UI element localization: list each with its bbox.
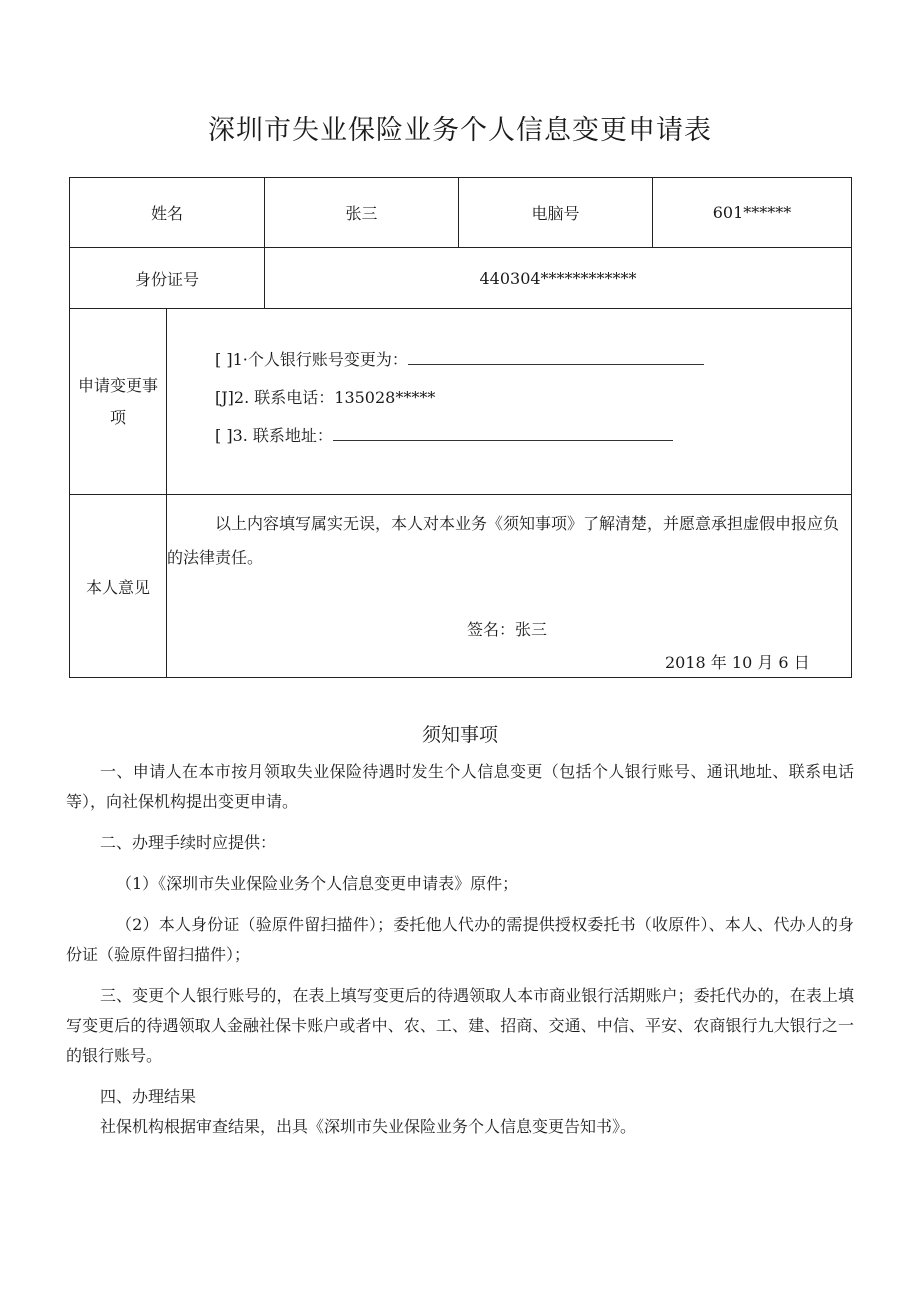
opinion-row xyxy=(70,495,852,678)
bank-account-blank xyxy=(408,350,704,365)
opinion-label: 本人意见 xyxy=(70,495,167,678)
change-items-label: 申请变更事项 xyxy=(70,309,167,495)
item-text-3: 3. 联系地址： xyxy=(232,426,333,445)
sign-date: 2018 年 10 月 6 日 xyxy=(665,653,810,672)
notes-paragraph-7: 社保机构根据审查结果，出具《深圳市失业保险业务个人信息变更告知书》。 xyxy=(100,1117,637,1136)
notes-paragraph-5: 三、变更个人银行账号的，在表上填写变更后的待遇领取人本市商业银行活期账户；委托代办的，在表上填写变更后的待遇领取人金融社保卡账户或者中、农、工、建、招商、交通、中信、平安、农商银行九大银行之一的银行账号。 xyxy=(66,986,854,1065)
id-value: 440304************ xyxy=(265,248,852,309)
item-checkbox-3[interactable]: [ ] xyxy=(215,426,233,445)
notes-paragraph-4: （2）本人身份证（验原件留扫描件）；委托他人代办的需提供授权委托书（收原件）、本人、代办人的身份证（验原件留扫描件）； xyxy=(66,915,854,964)
notes-heading: 须知事项 xyxy=(421,724,498,746)
computer-no-value: 601****** xyxy=(653,178,852,248)
computer-no-label: 电脑号 xyxy=(459,178,653,248)
opinion-cell xyxy=(167,495,852,678)
item-checkbox-1[interactable]: [ ] xyxy=(215,350,233,369)
application-form-table xyxy=(69,177,852,678)
notes-paragraph-1: 一、申请人在本市按月领取失业保险待遇时发生个人信息变更（包括个人银行账号、通讯地址、联系电话等），向社保机构提出变更申请。 xyxy=(66,762,854,811)
change-items-cell xyxy=(167,309,852,495)
name-label: 姓名 xyxy=(70,178,265,248)
item-checkbox-2[interactable]: [J] xyxy=(215,388,234,407)
document-title: 深圳市失业保险业务个人信息变更申请表 xyxy=(208,115,712,146)
notes-body xyxy=(66,757,854,1142)
declaration-text: 以上内容填写属实无误，本人对本业务《须知事项》了解清楚，并愿意承担虚假申报应负的法律责任。 xyxy=(167,514,840,567)
address-blank xyxy=(333,426,673,441)
change-item-address xyxy=(215,423,673,446)
notes-paragraph-2: 二、办理手续时应提供： xyxy=(100,833,277,852)
change-items-row xyxy=(70,309,852,495)
notes-paragraph-6: 四、办理结果 xyxy=(100,1087,197,1106)
id-label: 身份证号 xyxy=(70,248,265,309)
name-row xyxy=(70,178,852,248)
item-text-2: 2. 联系电话：135028***** xyxy=(233,388,436,407)
name-value: 张三 xyxy=(265,178,459,248)
item-text-1: 1·个人银行账号变更为： xyxy=(232,350,408,369)
notes-paragraph-3: （1）《深圳市失业保险业务个人信息变更申请表》原件； xyxy=(116,874,519,893)
change-item-phone xyxy=(215,385,435,408)
id-row xyxy=(70,248,852,309)
signature: 签名：张三 xyxy=(467,620,548,639)
change-item-bank-account xyxy=(215,347,704,370)
